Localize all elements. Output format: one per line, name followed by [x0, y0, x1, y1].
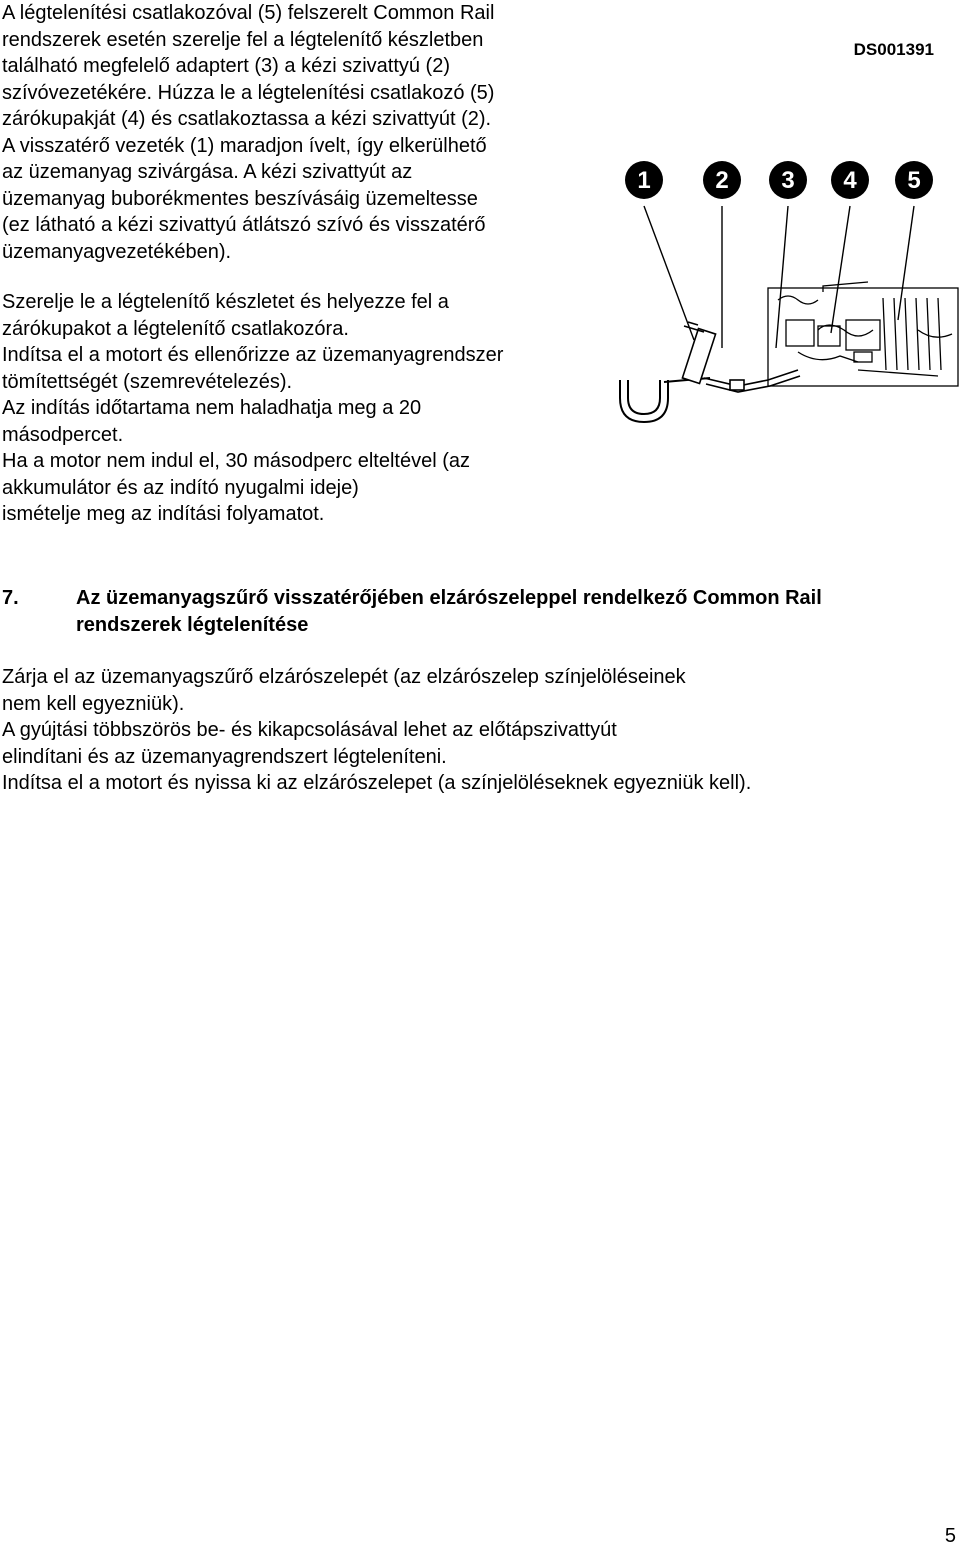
- callout-number: 5: [907, 167, 921, 194]
- text-line: Indítsa el a motort és nyissa ki az elzárószelepet (a színjelöléseknek egyezniük kell).: [2, 772, 752, 794]
- callout-number: 1: [637, 167, 651, 194]
- text-line: Zárja el az üzemanyagszűrő elzárószelepét (az elzárószelep színjelöléseinek: [2, 666, 686, 688]
- callout-number: 2: [715, 167, 729, 194]
- text-line: zárókupakot a légtelenítő csatlakozóra.: [2, 317, 349, 340]
- text-line: zárókupakját (4) és csatlakoztassa a kézi szivattyút (2).: [2, 108, 492, 130]
- text-line: található megfelelő adaptert (3) a kézi szivattyú (2): [2, 55, 450, 77]
- section-number: 7.: [2, 587, 19, 609]
- page-number: 5: [944, 1525, 956, 1547]
- text-line: üzemanyag buborékmentes beszívásáig üzemeltesse: [2, 187, 478, 210]
- text-line: A visszatérő vezeték (1) maradjon ívelt, így elkerülhető: [2, 134, 487, 157]
- text-line: nem kell egyezniük).: [2, 692, 185, 715]
- text-line: elindítani és az üzemanyagrendszert légteleníteni.: [2, 745, 447, 768]
- text-line: Ha a motor nem indul el, 30 másodperc elteltével (az: [2, 450, 471, 472]
- text-line: üzemanyagvezetékében).: [2, 240, 232, 263]
- bleeding-kit-illustration: [618, 30, 960, 450]
- text-line: akkumulátor és az indító nyugalmi ideje): [2, 476, 359, 499]
- section-title: [76, 585, 956, 638]
- text-line: A légtelenítési csatlakozóval (5) felszerelt Common Rail: [2, 2, 495, 24]
- section-title-line: Az üzemanyagszűrő visszatérőjében elzárószeleppel rendelkező Common Rail: [76, 587, 822, 609]
- text-line: Szerelje le a légtelenítő készletet és helyezze fel a: [2, 291, 449, 313]
- text-line: másodpercet.: [2, 423, 124, 446]
- section-title-line: rendszerek légtelenítése: [76, 613, 309, 636]
- text-line: az üzemanyag szivárgása. A kézi szivattyút az: [2, 161, 413, 183]
- text-line: rendszerek esetén szerelje fel a légtelenítő készletben: [2, 28, 484, 51]
- figure-id-label: DS001391: [853, 40, 934, 59]
- text-line: Indítsa el a motort és ellenőrizze az üzemanyagrendszer: [2, 344, 504, 366]
- paragraph-start-engine: [2, 289, 602, 528]
- text-line: ismételje meg az indítási folyamatot.: [2, 503, 325, 525]
- return-hose: [620, 378, 710, 422]
- text-line: szívóvezetékére. Húzza le a légtelenítési csatlakozó (5): [2, 81, 495, 104]
- text-line: (ez látható a kézi szivattyú átlátszó szívó és visszatérő: [2, 214, 486, 236]
- text-line: A gyújtási többszörös be- és kikapcsolásával lehet az előtápszivattyút: [2, 719, 617, 741]
- callout-group: [625, 161, 933, 199]
- text-line: Az indítás időtartama nem haladhatja meg a 20: [2, 397, 422, 419]
- instructions-column: [2, 0, 602, 528]
- callout-number: 4: [843, 167, 857, 194]
- paragraph-gap: [2, 265, 602, 289]
- hand-pump: [682, 322, 715, 384]
- text-line: tömítettségét (szemrevételezés).: [2, 370, 293, 393]
- paragraph-shutoff-valve: [2, 664, 952, 797]
- callout-number: 3: [781, 167, 795, 194]
- illustration-drawing: [618, 30, 960, 450]
- adapter-line: [704, 370, 800, 392]
- paragraph-bleeding-kit: [2, 0, 602, 265]
